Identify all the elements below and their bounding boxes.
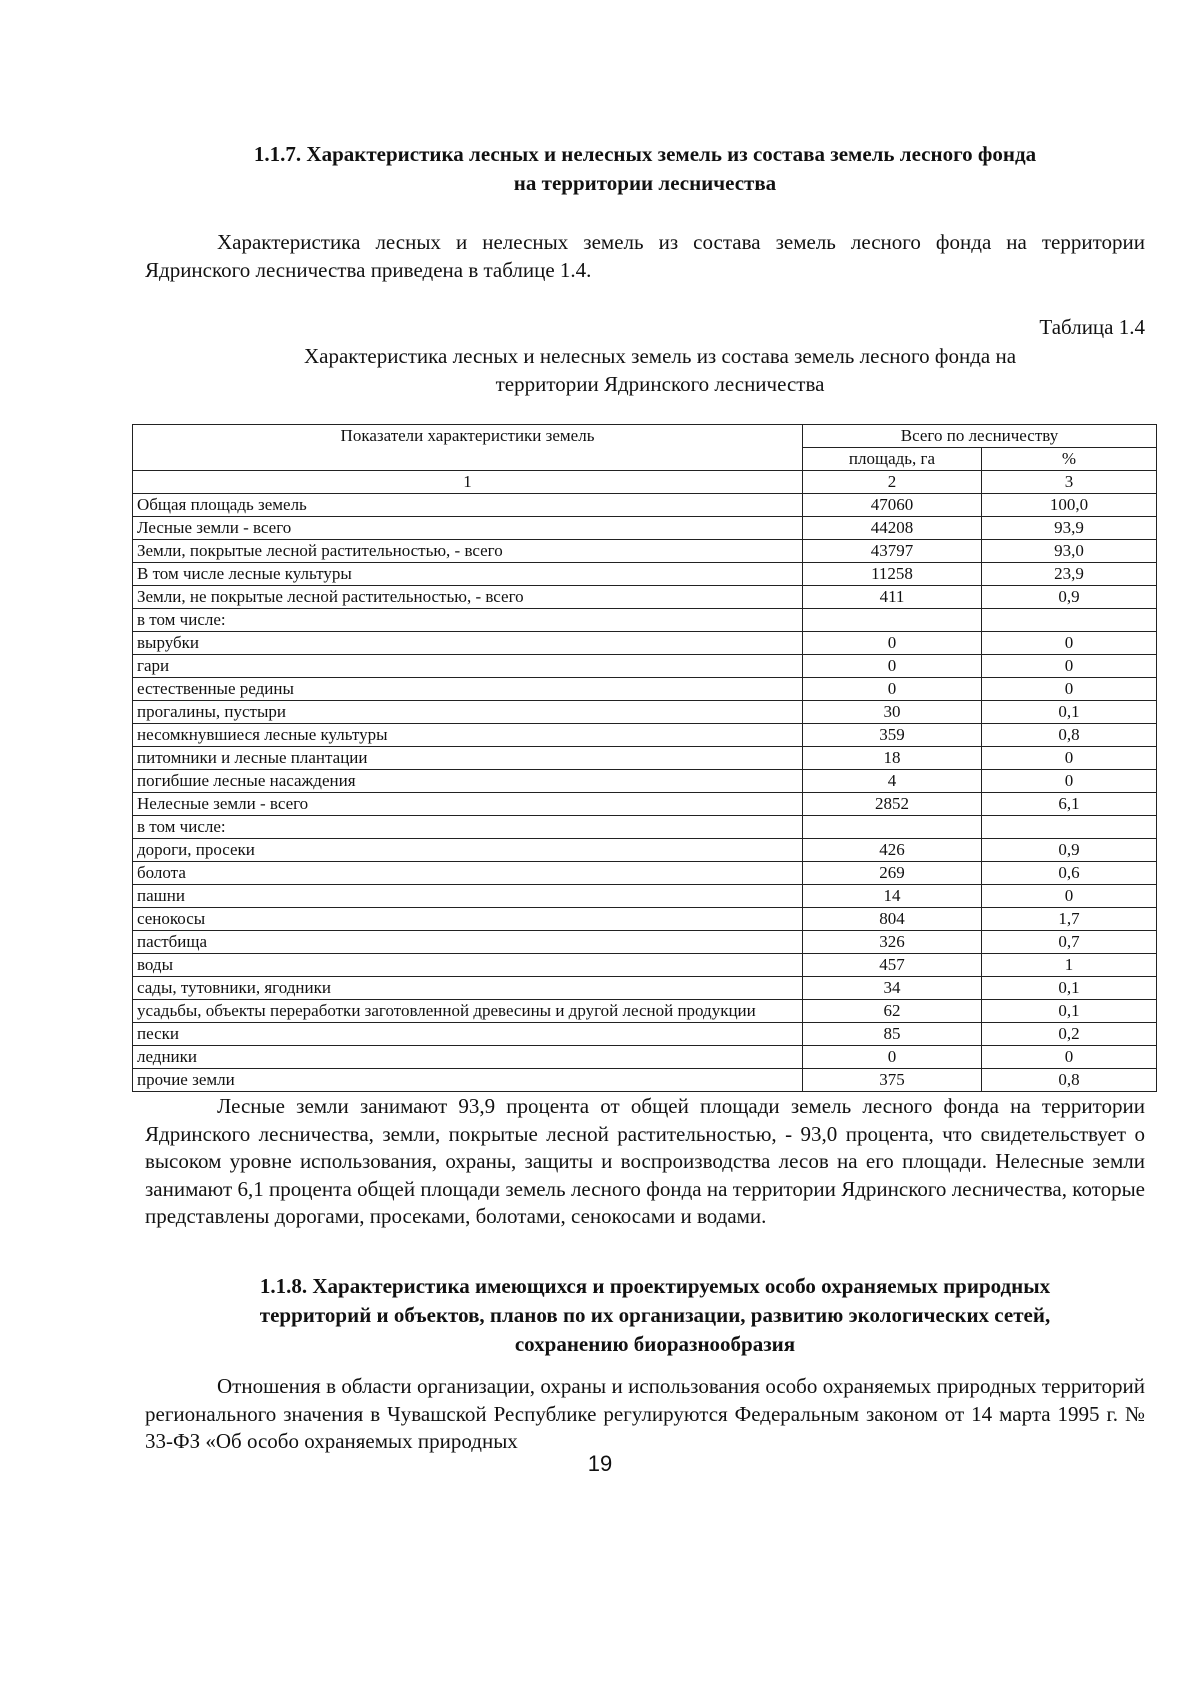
table-row xyxy=(133,885,1157,908)
row-percent: 0,8 xyxy=(982,724,1157,747)
row-indicator: в том числе: xyxy=(133,816,803,839)
row-percent: 93,0 xyxy=(982,540,1157,563)
row-area: 0 xyxy=(803,1046,982,1069)
row-area: 457 xyxy=(803,954,982,977)
row-percent: 6,1 xyxy=(982,793,1157,816)
row-percent: 0 xyxy=(982,747,1157,770)
section-heading-line: 1.1.8. Характеристика имеющихся и проектируемых особо охраняемых природных xyxy=(259,1274,1051,1298)
row-indicator: сады, тутовники, ягодники xyxy=(133,977,803,1000)
row-percent: 0,9 xyxy=(982,839,1157,862)
column-number: 3 xyxy=(982,471,1157,494)
row-indicator: Земли, покрытые лесной растительностью, - всего xyxy=(133,540,803,563)
table-row xyxy=(133,931,1157,954)
row-indicator: Земли, не покрытые лесной растительностью, - всего xyxy=(133,586,803,609)
row-indicator: естественные редины xyxy=(133,678,803,701)
table-number: Таблица 1.4 xyxy=(1039,315,1145,339)
table-row xyxy=(133,655,1157,678)
column-number: 1 xyxy=(133,471,803,494)
row-percent: 0,7 xyxy=(982,931,1157,954)
row-percent: 0 xyxy=(982,885,1157,908)
summary-paragraph: Лесные земли занимают 93,9 процента от общей площади земель лесного фонда на территории Ядринского лесничества, земли, покрытые лесной растительностью, - 93,0 процента, что свидетельствует о высоком уровне использования, охраны, защиты и воспроизводства лесов на его площади. Нелесные земли занимают 6,1 процента общей площади земель лесного фонда на территории Ядринского лесничества, которые представлены дорогами, просеками, болотами, сенокосами и водами. xyxy=(145,1094,1145,1228)
table-row xyxy=(133,494,1157,517)
table-title-line: Характеристика лесных и нелесных земель из состава земель лесного фонда на xyxy=(303,344,1017,368)
row-area: 4 xyxy=(803,770,982,793)
table-row xyxy=(133,1000,1157,1023)
row-percent: 0,1 xyxy=(982,701,1157,724)
row-area: 375 xyxy=(803,1069,982,1092)
row-area: 426 xyxy=(803,839,982,862)
row-percent: 0,1 xyxy=(982,1000,1157,1023)
row-indicator: дороги, просеки xyxy=(133,839,803,862)
row-percent: 0,6 xyxy=(982,862,1157,885)
row-percent xyxy=(982,609,1157,632)
row-percent: 0 xyxy=(982,1046,1157,1069)
row-indicator: несомкнувшиеся лесные культуры xyxy=(133,724,803,747)
row-indicator: погибшие лесные насаждения xyxy=(133,770,803,793)
row-percent: 0,8 xyxy=(982,1069,1157,1092)
row-indicator: в том числе: xyxy=(133,609,803,632)
table-row xyxy=(133,770,1157,793)
row-percent: 93,9 xyxy=(982,517,1157,540)
row-indicator: питомники и лесные плантации xyxy=(133,747,803,770)
row-indicator: пашни xyxy=(133,885,803,908)
row-area: 2852 xyxy=(803,793,982,816)
header-percent: % xyxy=(982,448,1157,471)
intro-paragraph: Характеристика лесных и нелесных земель из состава земель лесного фонда на территории Ядринского лесничества приведена в таблице 1.4. xyxy=(145,230,1145,282)
table-row xyxy=(133,1069,1157,1092)
table-row xyxy=(133,724,1157,747)
row-area: 269 xyxy=(803,862,982,885)
table-row xyxy=(133,954,1157,977)
table-row xyxy=(133,839,1157,862)
row-indicator: прогалины, пустыри xyxy=(133,701,803,724)
row-area xyxy=(803,609,982,632)
column-number: 2 xyxy=(803,471,982,494)
row-indicator: Нелесные земли - всего xyxy=(133,793,803,816)
row-area: 804 xyxy=(803,908,982,931)
table-row xyxy=(133,977,1157,1000)
section-heading-line: на территории лесничества xyxy=(513,171,777,195)
page-number: 19 xyxy=(587,1451,613,1476)
row-indicator: Общая площадь земель xyxy=(133,494,803,517)
table-row xyxy=(133,632,1157,655)
table-column-number-row xyxy=(133,471,1157,494)
row-area: 47060 xyxy=(803,494,982,517)
section-heading-line: 1.1.7. Характеристика лесных и нелесных земель из состава земель лесного фонда xyxy=(253,142,1037,166)
row-area: 14 xyxy=(803,885,982,908)
row-indicator: прочие земли xyxy=(133,1069,803,1092)
row-indicator: гари xyxy=(133,655,803,678)
table-row xyxy=(133,678,1157,701)
row-indicator: воды xyxy=(133,954,803,977)
table-row xyxy=(133,586,1157,609)
table-row xyxy=(133,540,1157,563)
row-area xyxy=(803,816,982,839)
row-indicator: пастбища xyxy=(133,931,803,954)
section-heading-line: сохранению биоразнообразия xyxy=(514,1332,796,1356)
section-heading-1-1-8 xyxy=(165,1272,1145,1359)
table-row xyxy=(133,563,1157,586)
row-area: 0 xyxy=(803,678,982,701)
row-area: 0 xyxy=(803,632,982,655)
header-area: площадь, га xyxy=(803,448,982,471)
row-percent: 0 xyxy=(982,655,1157,678)
row-percent: 1 xyxy=(982,954,1157,977)
row-area: 34 xyxy=(803,977,982,1000)
table-row xyxy=(133,609,1157,632)
row-percent: 0,9 xyxy=(982,586,1157,609)
row-percent: 0,1 xyxy=(982,977,1157,1000)
row-percent: 0 xyxy=(982,678,1157,701)
section-heading-1-1-7 xyxy=(145,140,1145,198)
row-percent: 0 xyxy=(982,770,1157,793)
table-title xyxy=(210,342,1110,398)
row-area: 62 xyxy=(803,1000,982,1023)
row-indicator: усадьбы, объекты переработки заготовленной древесины и другой лесной продукции xyxy=(133,1000,803,1023)
row-indicator: вырубки xyxy=(133,632,803,655)
row-percent: 0,2 xyxy=(982,1023,1157,1046)
table-row xyxy=(133,793,1157,816)
row-percent: 23,9 xyxy=(982,563,1157,586)
section-heading-line: территорий и объектов, планов по их организации, развитию экологических сетей, xyxy=(259,1303,1051,1327)
row-area: 30 xyxy=(803,701,982,724)
row-indicator: В том числе лесные культуры xyxy=(133,563,803,586)
row-percent xyxy=(982,816,1157,839)
row-percent: 100,0 xyxy=(982,494,1157,517)
table-row xyxy=(133,701,1157,724)
table-row xyxy=(133,862,1157,885)
row-indicator: сенокосы xyxy=(133,908,803,931)
row-area: 411 xyxy=(803,586,982,609)
table-row xyxy=(133,908,1157,931)
row-area: 43797 xyxy=(803,540,982,563)
table-row xyxy=(133,747,1157,770)
row-indicator: пески xyxy=(133,1023,803,1046)
header-total: Всего по лесничеству xyxy=(803,425,1157,448)
table-header-row xyxy=(133,425,1157,448)
body-paragraph: Отношения в области организации, охраны и использования особо охраняемых природных территорий регионального значения в Чувашской Республике регулируются Федеральным законом от 14 марта 1995 г. № 33-ФЗ «Об особо охраняемых природных xyxy=(145,1374,1145,1453)
row-area: 11258 xyxy=(803,563,982,586)
row-area: 85 xyxy=(803,1023,982,1046)
row-area: 359 xyxy=(803,724,982,747)
row-indicator: ледники xyxy=(133,1046,803,1069)
row-area: 18 xyxy=(803,747,982,770)
table-row xyxy=(133,1023,1157,1046)
row-area: 0 xyxy=(803,655,982,678)
row-indicator: Лесные земли - всего xyxy=(133,517,803,540)
row-area: 326 xyxy=(803,931,982,954)
land-characteristics-table xyxy=(132,424,1157,1092)
table-row xyxy=(133,517,1157,540)
row-indicator: болота xyxy=(133,862,803,885)
table-row xyxy=(133,816,1157,839)
row-percent: 1,7 xyxy=(982,908,1157,931)
table-row xyxy=(133,1046,1157,1069)
table-body xyxy=(133,494,1157,1092)
header-indicator: Показатели характеристики земель xyxy=(133,425,803,471)
table-title-line: территории Ядринского лесничества xyxy=(495,372,825,396)
row-percent: 0 xyxy=(982,632,1157,655)
row-area: 44208 xyxy=(803,517,982,540)
